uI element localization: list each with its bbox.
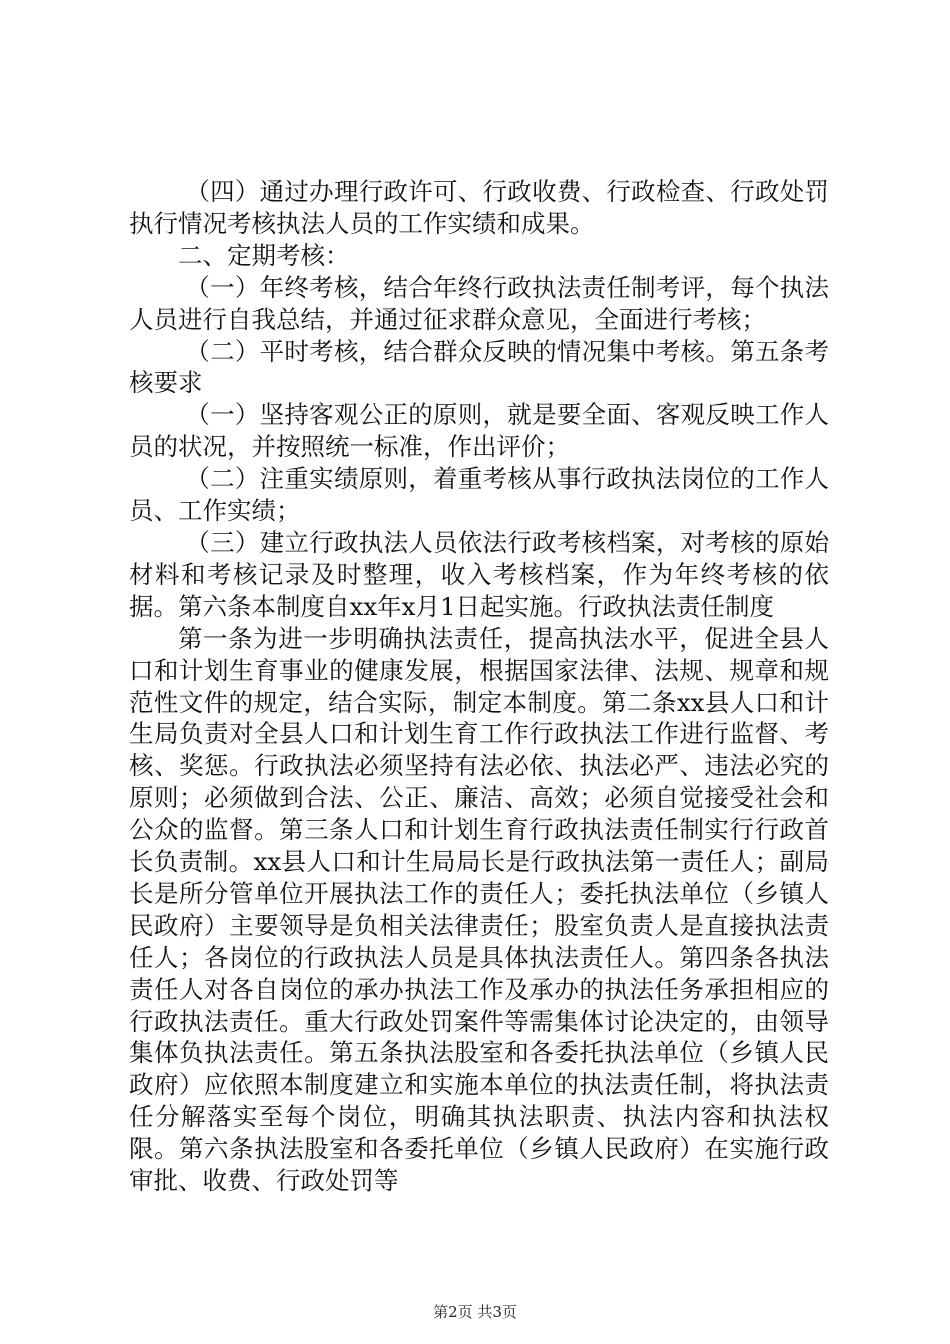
paragraph: （一）坚持客观公正的原则，就是要全面、客观反映工作人员的状况，并按照统一标准，作出评价； bbox=[129, 400, 829, 462]
paragraph: （一）年终考核，结合年终行政执法责任制考评，每个执法人员进行自我总结，并通过征求群众意见，全面进行考核； bbox=[129, 272, 829, 334]
document-body bbox=[129, 176, 829, 1197]
paragraph: 二、定期考核： bbox=[178, 240, 350, 270]
page-number-footer: 第2页 共3页 bbox=[433, 1303, 517, 1321]
paragraph: （四）通过办理行政许可、行政收费、行政检查、行政处罚执行情况考核执法人员的工作实绩和成果。 bbox=[129, 177, 829, 238]
paragraph: 第一条为进一步明确执法责任，提高执法水平，促进全县人口和计划生育事业的健康发展，根据国家法律、法规、规章和规范性文件的规定，结合实际，制定本制度。第二条xx县人口和计生局负责对全县人口和计划生育工作行政执法工作进行监督、考核、奖惩。行政执法必须坚持有法必依、执法必严、违法必究的原则；必须做到合法、公正、廉洁、高效；必须自觉接受社会和公众的监督。第三条人口和计划生育行政执法责任制实行行政首长负责制。xx县人口和计生局局长是行政执法第一责任人；副局长是所分管单位开展执法工作的责任人；委托执法单位（乡镇人民政府）主要领导是负相关法律责任；股室负责人是直接执法责任人；各岗位的行政执法人员是具体执法责任人。第四条各执法责任人对各自岗位的承办执法工作及承办的执法任务承担相应的行政执法责任。重大行政处罚案件等需集体讨论决定的，由领导集体负执法责任。第五条执法股室和各委托执法单位（乡镇人民政府）应依照本制度建立和实施本单位的执法责任制，将执法责任分解落实至每个岗位，明确其执法职责、执法内容和执法权限。第六条执法股室和各委托单位（乡镇人民政府）在实施行政审批、收费、行政处罚等 bbox=[129, 623, 829, 1196]
paragraph: （三）建立行政执法人员依法行政考核档案，对考核的原始材料和考核记录及时整理，收入考核档案，作为年终考核的依据。第六条本制度自xx年x月1日起实施。行政执法责任制度 bbox=[129, 527, 829, 621]
paragraph: （二）注重实绩原则，着重考核从事行政执法岗位的工作人员、工作实绩； bbox=[129, 464, 829, 526]
paragraph: （二）平时考核，结合群众反映的情况集中考核。第五条考核要求 bbox=[129, 336, 829, 398]
